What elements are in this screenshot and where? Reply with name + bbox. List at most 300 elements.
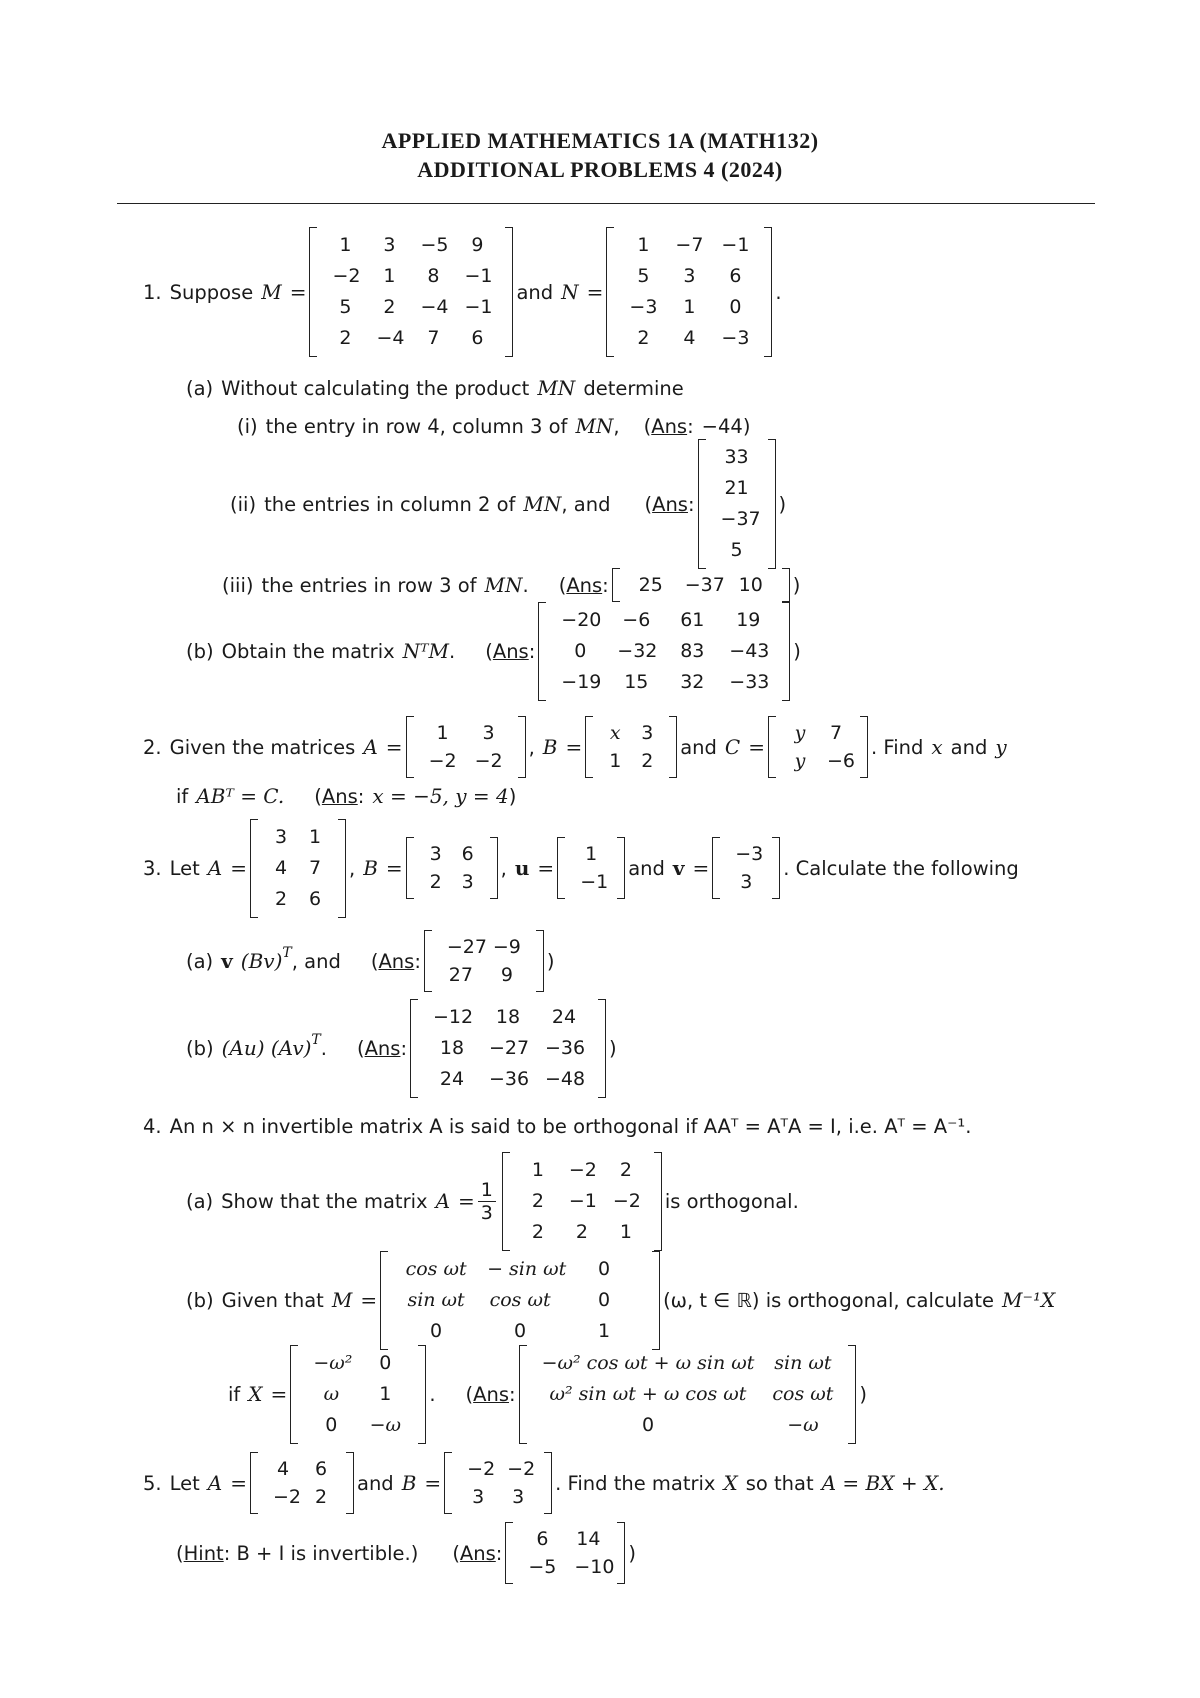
q4b-if: if (228, 1382, 241, 1406)
q2-B: B (542, 735, 558, 759)
q5-answer-matrix-cell: 6 (536, 1528, 549, 1550)
q3-let: Let (169, 856, 200, 880)
q3-matrix-B-left-bracket (406, 837, 414, 899)
q3-calc: . Calculate the following (783, 856, 1019, 880)
q1b-text: Obtain the matrix (221, 639, 395, 663)
q2-C: C (724, 735, 741, 759)
q1-matrix-M-cell: 7 (427, 327, 440, 349)
q2-matrix-A-left-bracket (406, 716, 414, 778)
q1b-NTM: NᵀM (402, 639, 450, 663)
q5-answer-matrix-left-bracket (505, 1522, 513, 1584)
q5-matrix-B-cells (452, 1452, 544, 1514)
title-line-2: ADDITIONAL PROBLEMS 4 (2024) (417, 157, 783, 182)
q3a-line (186, 928, 555, 994)
q2-eq-2: = (565, 735, 583, 759)
q3-matrix-B-cell: 6 (461, 843, 474, 865)
q3a-answer-matrix-cell: 9 (500, 964, 513, 986)
q1-number: 1. (143, 280, 162, 304)
q3-u: u (514, 856, 530, 880)
q4a-line (186, 1155, 799, 1247)
q5-sothat: so that (745, 1471, 814, 1495)
q1-matrix-M-left-bracket (309, 227, 317, 357)
q5-answer-matrix-cell: −5 (528, 1556, 557, 1578)
q4b-answer-matrix-cell: 0 (641, 1413, 655, 1436)
q5-hint-text: : B + I is invertible.) (223, 1541, 419, 1565)
q4b-colon: : (508, 1382, 516, 1406)
q1aiii-answer-matrix-cell: 10 (738, 574, 763, 596)
q5-number: 5. (143, 1471, 162, 1495)
q1-matrix-N-cell: 6 (729, 265, 742, 287)
q4b-matrix-M-right-bracket (652, 1251, 660, 1350)
q4a-fraction (478, 1179, 496, 1224)
q5-let: Let (169, 1471, 200, 1495)
q3-vector-v-cell: 3 (740, 871, 753, 893)
q1-matrix-N-cell: 0 (729, 296, 742, 318)
q4b-matrix-M-cell: cos ωt (489, 1288, 551, 1311)
q3a-answer-matrix-left-bracket (424, 930, 432, 992)
q2-matrix-C-cells (776, 716, 860, 778)
q4b-eq: = (360, 1288, 378, 1312)
q4b-end: . (429, 1382, 436, 1406)
q1ai-close: ) (742, 414, 751, 438)
q5-line2 (176, 1520, 636, 1586)
q1ai-ans-label: Ans (651, 414, 688, 438)
q4b-matrix-M-cell: 1 (598, 1319, 611, 1342)
q2-condition: ABᵀ = C. (196, 784, 285, 808)
q2-matrix-B-right-bracket (669, 716, 677, 778)
q1aiii-colon: : (602, 573, 609, 597)
q5-answer-matrix-right-bracket (617, 1522, 625, 1584)
q1b-ans-label: Ans (492, 639, 529, 663)
q4b-matrix-M-cell: − sin ωt (487, 1257, 567, 1280)
q4b-answer-matrix-cell: −ω² cos ωt + ω sin ωt (541, 1351, 755, 1374)
q3b-answer-matrix (410, 999, 606, 1098)
q3-matrix-B (406, 837, 498, 899)
q2-number: 2. (143, 735, 162, 759)
q4a-fraction-num: 1 (478, 1179, 496, 1202)
q4a-matrix-right-bracket (654, 1152, 662, 1251)
q2-matrix-C-cell: y (794, 722, 806, 744)
q1b-label: (b) (186, 639, 214, 663)
q5-matrix-A-cell: 4 (276, 1458, 290, 1480)
q1aii-label: (ii) (230, 492, 257, 516)
q1-matrix-M-cell: 2 (383, 296, 396, 318)
q2-statement (143, 714, 1007, 780)
q3a-v: v (221, 949, 233, 973)
q3-and: and (628, 856, 665, 880)
q1-matrix-M-cell: −4 (420, 296, 449, 318)
q4b-matrix-M-cells (388, 1251, 652, 1350)
q4b-answer-matrix-cell: −ω (787, 1413, 819, 1436)
q1-matrix-M-cell: −1 (464, 265, 493, 287)
q4b-answer-matrix-left-bracket (519, 1345, 527, 1444)
q4b-matrix-M-cell: 0 (430, 1319, 443, 1342)
q1b-answer-matrix-cell: −6 (622, 608, 651, 631)
q1-matrix-N-cell: 3 (683, 265, 696, 287)
q3-matrix-A-cell: 4 (274, 856, 288, 879)
q5-ans-label: Ans (459, 1541, 496, 1565)
q5-eq-2: = (424, 1471, 442, 1495)
q3-matrix-B-cell: 2 (429, 871, 442, 893)
q4a-matrix-cell: −2 (612, 1189, 641, 1212)
q4a-fraction-den: 3 (480, 1201, 493, 1224)
q5-matrix-A (250, 1452, 354, 1514)
q1-matrix-M (309, 227, 513, 357)
q5-matrix-B-cell: −2 (467, 1458, 496, 1480)
q1-matrix-N-cell: −3 (721, 327, 750, 349)
q4b-answer-matrix-cells (527, 1345, 849, 1444)
q5-eq: = (230, 1471, 247, 1495)
q3b-line (186, 1002, 617, 1094)
q3-vector-u-cell: −1 (580, 871, 609, 893)
q3a-answer-matrix-cell: −27 (446, 936, 487, 958)
q2-matrix-A-cell: −2 (428, 750, 457, 772)
q3b-answer-matrix-cell: −36 (545, 1036, 586, 1059)
q4a-matrix-cell: 2 (575, 1220, 588, 1243)
q4b-expr: M⁻¹X (1001, 1288, 1056, 1312)
q2-matrix-A-cell: 1 (436, 722, 449, 744)
q2-matrix-B-cell: x (609, 722, 621, 744)
q4b-label: (b) (186, 1288, 214, 1312)
q4b-matrix-X-right-bracket (418, 1345, 426, 1444)
q3a-T: T (282, 945, 292, 961)
q1b-answer-matrix-cell: 61 (680, 608, 705, 631)
q4b-matrix-X-cells (298, 1345, 418, 1444)
q1-N: N (561, 280, 579, 304)
q3-matrix-A-right-bracket (338, 819, 346, 918)
q4b-line (186, 1254, 1055, 1346)
q3-B: B (363, 856, 378, 880)
q4b-open: ( (465, 1382, 474, 1406)
q4b-matrix-X-cell: −ω (369, 1413, 402, 1436)
q5-hint-open: ( (176, 1541, 184, 1565)
q5-matrix-B-cell: 3 (472, 1486, 485, 1508)
q4a-A: A (435, 1189, 451, 1213)
q3a-Bv: (Bv) (240, 949, 283, 973)
q3-matrix-A-cell: 1 (308, 825, 322, 848)
q5-matrix-B-right-bracket (544, 1452, 552, 1514)
q4b-M: M (331, 1288, 353, 1312)
q3-comma-2: , (500, 856, 507, 880)
q1b-answer-matrix-cell: −19 (561, 670, 602, 693)
q2-comma: , (528, 735, 535, 759)
q1aiii-MN: MN (484, 573, 523, 597)
q1aii-answer-matrix-right-bracket (768, 439, 776, 569)
q1-matrix-M-cells (317, 227, 505, 357)
q1-matrix-M-cell: 9 (471, 234, 484, 256)
q1ai-MN: MN (575, 414, 614, 438)
q3-vector-u-cells (565, 837, 617, 899)
q3a-close: ) (546, 949, 555, 973)
q3-eq: = (230, 856, 247, 880)
q1ai-comma: , (613, 414, 620, 438)
q3b-answer-matrix-cell: 24 (439, 1067, 465, 1090)
q3-eq-4: = (692, 856, 710, 880)
q2-matrix-A-cell: −2 (474, 750, 503, 772)
q1aii-and: , and (561, 492, 611, 516)
q4b-tail: (ω, t ∈ ℝ) is orthogonal, calculate (663, 1288, 994, 1312)
q1a-determine: determine (583, 376, 684, 400)
q2-matrix-A-right-bracket (518, 716, 526, 778)
q1-eq: = (289, 280, 307, 304)
q3b-end: . (320, 1036, 327, 1060)
q5-equation: A = BX + X. (821, 1471, 945, 1495)
q1aii-answer-matrix (698, 439, 776, 569)
q3a-answer-matrix-cells (432, 930, 536, 992)
q1b-answer-matrix-cell: −33 (729, 670, 770, 693)
q1aii-MN: MN (523, 492, 562, 516)
q4b-matrix-X-left-bracket (290, 1345, 298, 1444)
q1-suppose: Suppose (169, 280, 254, 304)
q2-and-2: and (950, 735, 988, 759)
q1-matrix-N-cell: 2 (637, 327, 650, 349)
q4a-text: Show that the matrix (221, 1189, 428, 1213)
q2-open: ( (314, 784, 322, 808)
q1-matrix-M-right-bracket (505, 227, 513, 357)
q2-answer: x = −5, y = 4 (372, 784, 509, 808)
q3a-answer-matrix-cell: −9 (492, 936, 521, 958)
q1aii-ans-label: Ans (652, 492, 688, 516)
q1b-close: ) (793, 639, 801, 663)
q3a-label: (a) (186, 949, 214, 973)
q3-eq-3: = (537, 856, 555, 880)
q1aiii-close: ) (792, 573, 801, 597)
q3-vector-u-right-bracket (617, 837, 625, 899)
q1b-answer-matrix-cell: 0 (574, 639, 587, 662)
q1aiii-line (222, 567, 800, 603)
q3-A: A (207, 856, 223, 880)
q1ai-text: the entry in row 4, column 3 of (265, 414, 568, 438)
q1b-answer-matrix (538, 602, 790, 701)
title-line-1: APPLIED MATHEMATICS 1A (MATH132) (381, 128, 819, 153)
q4-text: An n × n invertible matrix A is said to be orthogonal if AAᵀ = AᵀA = I, i.e. Aᵀ = A⁻¹. (169, 1114, 972, 1138)
q4a-matrix-cell: 2 (531, 1189, 544, 1212)
q1aiii-ans-label: Ans (566, 573, 603, 597)
q1-matrix-M-cell: −2 (332, 265, 361, 287)
q3b-answer-matrix-cell: 18 (439, 1036, 465, 1059)
q4b-matrix-X-cell: −ω² (313, 1351, 353, 1374)
q4b-answer-matrix-right-bracket (848, 1345, 856, 1444)
q1b-answer-matrix-cell: 15 (624, 670, 649, 693)
q1-matrix-M-cell: −5 (420, 234, 449, 256)
q2-y: y (995, 735, 1007, 759)
q2-eq-3: = (748, 735, 765, 759)
q1aii-answer-matrix-cell: 21 (724, 477, 749, 499)
q1aiii-answer-matrix-cell: −37 (684, 574, 725, 596)
q3a-answer-matrix-right-bracket (536, 930, 544, 992)
q4b-text: Given that (221, 1288, 324, 1312)
q1aiii-open: ( (558, 573, 567, 597)
q1a-MN: MN (537, 376, 576, 400)
q1-matrix-N-left-bracket (606, 227, 614, 357)
q1aii-answer-matrix-cells (706, 439, 768, 569)
q3b-answer-matrix-cells (418, 999, 598, 1098)
q1-matrix-N-cell: 4 (683, 327, 696, 349)
q5-matrix-A-cell: 2 (314, 1486, 328, 1508)
q1aiii-end: . (522, 573, 529, 597)
q1aii-close: ) (778, 492, 787, 516)
q4a-matrix-cells (510, 1152, 654, 1251)
q3b-answer-matrix-cell: 24 (551, 1005, 577, 1028)
q1-M: M (261, 280, 282, 304)
q1aii-text: the entries in column 2 of (264, 492, 516, 516)
q3-vector-v (712, 837, 780, 899)
q5-matrix-A-cell: −2 (273, 1486, 302, 1508)
q2-matrix-C (768, 716, 868, 778)
q4b-matrix-M-cell: 0 (598, 1288, 611, 1311)
q1b-open: ( (485, 639, 493, 663)
q4-number: 4. (143, 1114, 162, 1138)
q3-matrix-A-left-bracket (250, 819, 258, 918)
q1aii-answer-matrix-cell: −37 (720, 508, 761, 530)
q4b-matrix-X-cell: ω (323, 1382, 340, 1405)
q2-x: x (931, 735, 943, 759)
q5-B: B (401, 1471, 417, 1495)
q3a-colon: : (414, 949, 421, 973)
q3b-expr: (Au) (Av) (221, 1036, 312, 1060)
q4a-matrix-cell: −1 (568, 1189, 597, 1212)
q2-eq: = (385, 735, 403, 759)
q4a-tail: is orthogonal. (664, 1189, 799, 1213)
q3a-answer-matrix (424, 930, 544, 992)
q4b-matrix-X (290, 1345, 426, 1444)
q4b-matrix-M-cell: 0 (514, 1319, 527, 1342)
q1aii-answer-matrix-cell: 5 (730, 539, 743, 561)
q1-matrix-M-cell: 1 (339, 234, 352, 256)
q1aii-answer-matrix-cell: 33 (724, 446, 749, 468)
q2-close: ) (508, 784, 517, 808)
q1b-answer-matrix-cells (546, 602, 782, 701)
q2-colon: : (357, 784, 365, 808)
q1-matrix-M-cell: 6 (471, 327, 484, 349)
q5-matrix-B-left-bracket (444, 1452, 452, 1514)
q3-matrix-A-cell: 2 (274, 887, 288, 910)
q2-matrix-B-cells (593, 716, 669, 778)
q4a-eq: = (458, 1189, 475, 1213)
q1aii-answer-matrix-left-bracket (698, 439, 706, 569)
q2-matrix-A (406, 716, 526, 778)
q4b-matrix-M (380, 1251, 660, 1350)
q5-answer-matrix-cell: 14 (576, 1528, 601, 1550)
q1a-text: Without calculating the product (221, 376, 530, 400)
q4a-matrix-cell: 1 (531, 1158, 544, 1181)
q4b-matrix-X-cell: 0 (379, 1351, 392, 1374)
q2-line2 (176, 780, 516, 812)
q5-find: . Find the matrix (555, 1471, 716, 1495)
q2-matrix-C-cell: y (794, 750, 806, 772)
q1-matrix-M-cell: 3 (383, 234, 396, 256)
q1ai-line (237, 410, 750, 442)
q1aiii-answer-matrix-cells (620, 568, 782, 602)
q1ai-open: ( (643, 414, 652, 438)
q1-matrix-N-cell: −1 (721, 234, 750, 256)
q1b-colon: : (528, 639, 536, 663)
q2-A: A (363, 735, 378, 759)
q1ai-colon: : (687, 414, 694, 438)
q3a-and: , and (291, 949, 341, 973)
q3-eq-2: = (385, 856, 403, 880)
q1-matrix-M-cell: 2 (339, 327, 352, 349)
q1aiii-answer-matrix (612, 568, 790, 602)
q2-text: Given the matrices (169, 735, 356, 759)
q3-vector-u (557, 837, 625, 899)
q2-matrix-B-left-bracket (585, 716, 593, 778)
q4a-matrix-cell: 2 (531, 1220, 544, 1243)
q5-close: ) (628, 1541, 636, 1565)
q5-answer-matrix (505, 1522, 625, 1584)
q3-number: 3. (143, 856, 162, 880)
q4-statement (143, 1110, 971, 1142)
q1aii-line (230, 442, 786, 566)
q3-vector-v-left-bracket (712, 837, 720, 899)
q3b-T: T (311, 1032, 321, 1048)
q1aiii-answer-matrix-right-bracket (782, 568, 790, 602)
q1-matrix-M-cell: −4 (376, 327, 405, 349)
header-rule (117, 203, 1095, 204)
q1aiii-text: the entries in row 3 of (261, 573, 477, 597)
q1-matrix-M-cell: −1 (464, 296, 493, 318)
q5-matrix-B (444, 1452, 552, 1514)
q2-matrix-A-cells (414, 716, 518, 778)
q3b-answer-matrix-cell: −36 (489, 1067, 530, 1090)
q5-matrix-A-left-bracket (250, 1452, 258, 1514)
q1b-answer-matrix-cell: 32 (680, 670, 705, 693)
q4a-matrix-cell: −2 (568, 1158, 597, 1181)
q3-matrix-A-cell: 6 (308, 887, 322, 910)
q1aiii-answer-matrix-left-bracket (612, 568, 620, 602)
q4b-matrix-X-cell: 0 (325, 1413, 338, 1436)
q3b-ans-label: Ans (364, 1036, 401, 1060)
q4b-close: ) (859, 1382, 868, 1406)
q4b-matrix-M-left-bracket (380, 1251, 388, 1350)
q4b-answer-matrix-cell: cos ωt (772, 1382, 834, 1405)
q1-matrix-N-cell: 1 (637, 234, 650, 256)
q3-matrix-A-cell: 3 (274, 825, 288, 848)
q4b-eq-2: = (270, 1382, 288, 1406)
q2-matrix-C-cell: −6 (827, 750, 856, 772)
q5-A: A (207, 1471, 223, 1495)
q3-matrix-B-right-bracket (490, 837, 498, 899)
q4b-matrix-X-cell: 1 (379, 1382, 392, 1405)
q1-statement (143, 227, 782, 357)
q3-matrix-A (250, 819, 346, 918)
q2-and: and (680, 735, 717, 759)
q3b-answer-matrix-right-bracket (598, 999, 606, 1098)
q1-matrix-N-cells (614, 227, 764, 357)
q4b-answer-matrix-cell: sin ωt (774, 1351, 832, 1374)
q3-vector-u-cell: 1 (585, 843, 598, 865)
q1aii-colon: : (687, 492, 695, 516)
q5-matrix-B-cell: −2 (507, 1458, 536, 1480)
q1ai-label: (i) (237, 414, 258, 438)
q1a-label: (a) (186, 376, 214, 400)
q1b-answer-matrix-cell: −20 (561, 608, 602, 631)
q1-and: and (516, 280, 554, 304)
q1b-end: . (449, 639, 456, 663)
q5-statement (143, 1450, 945, 1516)
q5-matrix-B-cell: 3 (512, 1486, 525, 1508)
q1-end: . (775, 280, 782, 304)
q1-eq-2: = (586, 280, 604, 304)
q1-matrix-M-cell: 8 (427, 265, 440, 287)
q3b-colon: : (400, 1036, 408, 1060)
q3b-answer-matrix-left-bracket (410, 999, 418, 1098)
q3-comma: , (349, 856, 356, 880)
q1b-line (186, 605, 801, 697)
q1-matrix-N (606, 227, 772, 357)
q1b-answer-matrix-right-bracket (782, 602, 790, 701)
q4a-label: (a) (186, 1189, 214, 1213)
